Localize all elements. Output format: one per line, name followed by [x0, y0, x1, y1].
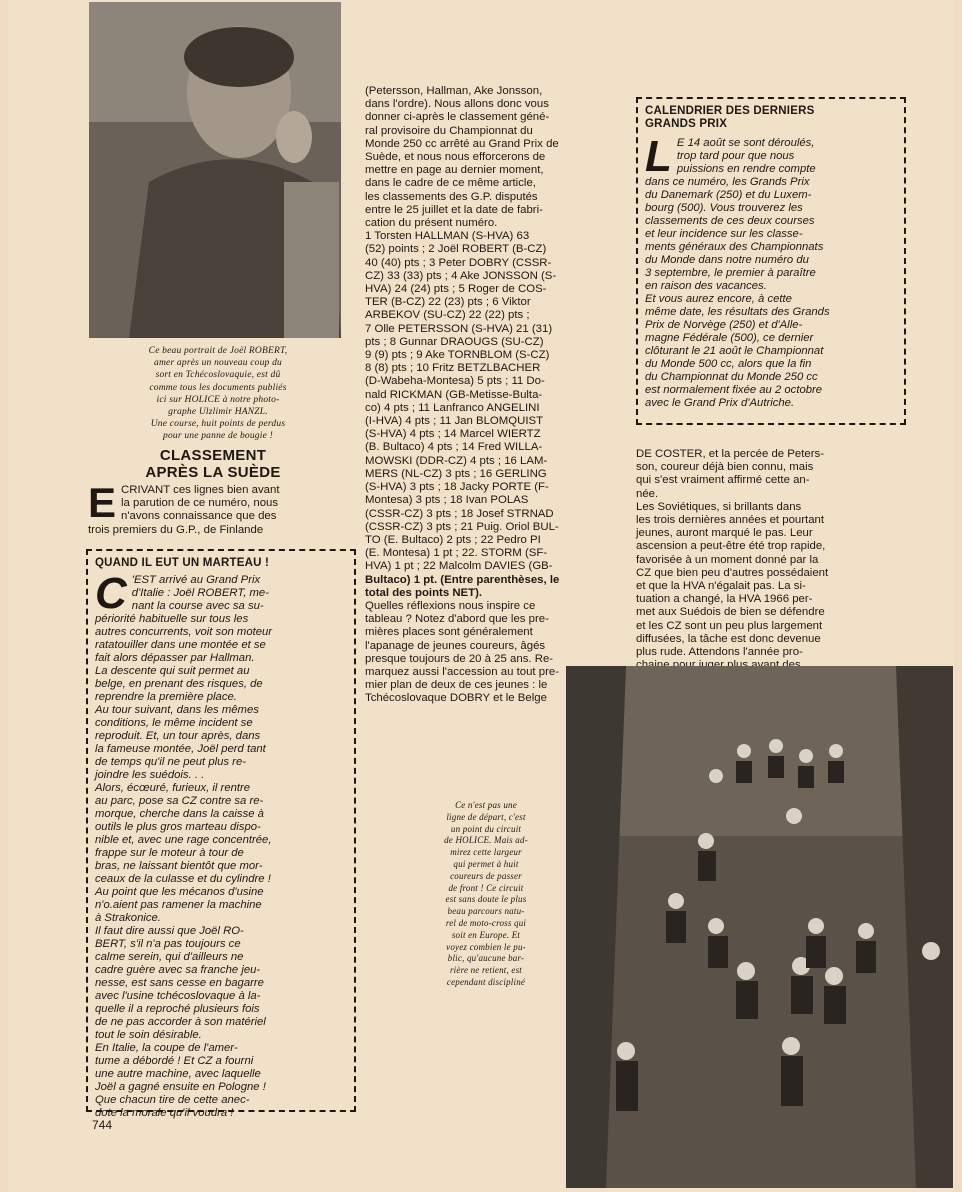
text-line: DE COSTER, et la percée de Peters- — [636, 448, 825, 460]
text-line: Joël a gagné ensuite en Pologne ! — [95, 1081, 266, 1093]
marteau-title: QUAND IL EUT UN MARTEAU ! — [95, 557, 270, 569]
text-line: autres concurrents, voit son moteur — [95, 626, 273, 638]
text-line: entre le 25 juillet et la date de fabri- — [365, 203, 543, 216]
heading-line: APRÈS LA SUÈDE — [145, 464, 281, 481]
text-line: (CSSR-CZ) 3 pts ; 18 Josef STRNAD — [365, 507, 554, 520]
text-line: Bultaco) 1 pt. (Entre parenthèses, le — [365, 573, 560, 586]
caption-line: cependant discipliné — [446, 976, 526, 987]
race-caption — [416, 800, 556, 989]
text-line: une autre machine, avec laquelle — [95, 1068, 261, 1080]
text-line: clôturant le 21 août le Championnat — [645, 345, 824, 357]
text-line: Alors, écœuré, furieux, il rentre — [95, 782, 251, 794]
text-line: Montesa) 3 pts ; 18 Ivan POLAS — [365, 494, 529, 507]
text-line: (S-HVA) 4 pts ; 14 Marcel WIERTZ — [365, 428, 541, 441]
classement-heading — [128, 447, 298, 481]
text-line: MOWSKI (DDR-CZ) 4 pts ; 16 LAM- — [365, 454, 548, 467]
text-line: En Italie, la coupe de l'amer- — [95, 1042, 238, 1054]
text-line: (CSSR-CZ) 3 pts ; 21 Puig. Oriol BUL- — [365, 520, 559, 533]
text-line: TER (B-CZ) 22 (23) pts ; 6 Viktor — [365, 296, 531, 309]
text-line: de temps qu'il ne peut plus re- — [95, 756, 246, 768]
text-line: ral provisoire du Championnat du — [365, 124, 533, 137]
text-line: et leur incidence sur les classe- — [645, 228, 803, 240]
text-line: donner ci-après le classement géné- — [365, 111, 550, 124]
text-line: périorité habituelle sur tous les — [95, 613, 249, 625]
text-line: (Petersson, Hallman, Ake Jonsson, — [365, 85, 543, 97]
text-line: mières places sont généralement — [365, 626, 533, 639]
text-line: classements de ces deux courses — [645, 215, 815, 227]
text-line: et que la HVA n'égalait pas. La si- — [636, 580, 806, 593]
text-line: Il faut dire aussi que Joël RO- — [95, 925, 244, 937]
text-line: MERS (NL-CZ) 3 pts ; 16 GERLING — [365, 467, 547, 480]
caption-line: rière ne retient, est — [449, 965, 522, 976]
caption-line: de front ! Ce circuit — [448, 882, 524, 893]
text-line: frappe sur le moteur à tour de — [95, 847, 244, 859]
caption-line: mirez cette largeur — [450, 847, 522, 858]
dropcap: C — [95, 569, 127, 618]
text-line: du Danemark (250) et du Luxem- — [645, 189, 812, 201]
text-line: mier plan de deux de ces jeunes : le — [365, 679, 548, 692]
text-line: à Strakonice. — [95, 912, 161, 924]
text-line: ARBEKOV (SU-CZ) 22 (22) pts ; — [365, 309, 530, 322]
text-line: outils le plus gros marteau dispo- — [95, 821, 261, 833]
text-line: la parution de ce numéro, nous — [121, 497, 279, 510]
right-column — [636, 448, 889, 672]
calendrier-body — [645, 132, 897, 410]
text-line: reproduit. Et, un tour après, dans — [95, 730, 261, 742]
text-line: belge, en prenant des risques, de — [95, 678, 263, 690]
text-line: nant la course avec sa su- — [131, 600, 264, 612]
text-line: (52) points ; 2 Joël ROBERT (B-CZ) — [365, 243, 547, 256]
text-line: CRIVANT ces lignes bien avant — [121, 484, 280, 496]
text-line: du Monde dans notre numéro du — [645, 254, 809, 266]
text-line: presque toujours de 20 à 25 ans. Re- — [365, 652, 554, 665]
portrait-caption — [100, 345, 336, 443]
text-line: bras, ne laissant bientôt que mor- — [95, 860, 263, 872]
text-line: (D-Wabeha-Montesa) 5 pts ; 11 Do- — [365, 375, 545, 388]
text-line: diffusées, la tâche est donc devenue — [636, 632, 821, 645]
text-line: HVA) 24 (24) pts ; 5 Roger de COS- — [365, 283, 547, 296]
text-line: Monde 250 cc arrêté au Grand Prix de — [365, 137, 559, 150]
portrait-image — [89, 2, 341, 338]
text-line: Suède, et nous nous efforcerons de — [365, 151, 546, 164]
text-line: son, coureur déjà bien connu, mais — [636, 461, 814, 474]
middle-column — [365, 85, 618, 706]
text-line: TO (E. Bultaco) 2 pts ; 22 Pedro PI — [365, 533, 541, 546]
caption-line: voyez combien le pu- — [446, 941, 526, 952]
text-line: bourg (500). Vous trouverez les — [645, 202, 803, 214]
text-line: Quelles réflexions nous inspire ce — [365, 599, 536, 612]
text-line: ceaux de la culasse et du cylindre ! — [95, 873, 271, 885]
text-line: puissions en rendre compte — [676, 163, 816, 175]
caption-line: un point du circuit — [450, 823, 522, 834]
text-line: dans le cadre de ce même article, — [365, 177, 536, 190]
text-line: Tchécoslovaque DOBRY et le Belge — [365, 692, 547, 705]
race-photo — [566, 666, 953, 1188]
caption-line: de HOLICE. Mais ad- — [444, 835, 528, 846]
text-line: 8 (8) pts ; 10 Fritz BETZLBACHER — [365, 362, 541, 375]
text-line: tableau ? Notez d'abord que les pre- — [365, 613, 549, 626]
caption-line: qui permet à huit — [453, 858, 519, 869]
caption-line: beau parcours natu- — [447, 906, 525, 917]
text-line: trop tard pour que nous — [676, 150, 795, 162]
text-line: dote la morale qu'il voudra ! — [95, 1107, 234, 1119]
text-line: BERT, s'il n'a pas toujours ce — [95, 938, 241, 950]
text-line: Au point que les mécanos d'usine — [95, 886, 264, 898]
text-line: ratatouiller dans une montée et se — [95, 639, 266, 651]
text-line: co) 4 pts ; 11 Lanfranco ANGELINI — [365, 401, 540, 414]
text-line: CZ) 33 (33) pts ; 4 Ake JONSSON (S- — [365, 269, 557, 282]
text-line: fait alors dépasser par Hallman. — [95, 652, 255, 664]
text-line: qui s'est vraiment affirmé cette an- — [636, 474, 810, 487]
caption-line: est sans doute le plus — [445, 894, 527, 905]
text-line: cation du présent numéro. — [365, 217, 498, 230]
classement-intro — [88, 479, 338, 537]
text-line: 3 septembre, le premier à paraître — [645, 267, 816, 279]
text-line: en raison des vacances. — [645, 280, 767, 292]
text-line: E 14 août se sont déroulés, — [676, 137, 815, 149]
text-line: tuation a changé, la HVA 1966 per- — [636, 593, 813, 606]
text-line: même date, les résultats des Grands — [645, 306, 830, 318]
dropcap: E — [88, 479, 117, 526]
calendrier-title — [645, 105, 897, 131]
text-line: plus rude. Attendons l'année pro- — [636, 646, 803, 659]
text-line: 1 Torsten HALLMAN (S-HVA) 63 — [365, 230, 530, 243]
text-line: marquez aussi l'accession au tout pre- — [365, 665, 560, 678]
dropcap: L — [645, 132, 672, 181]
text-line: pts ; 8 Gunnar DRAOUGS (SU-CZ) — [365, 335, 544, 348]
text-line: 7 Olle PETERSSON (S-HVA) 21 (31) — [365, 322, 553, 335]
text-line: HVA) 1 pt ; 22 Malcolm DAVIES (GB- — [365, 560, 553, 573]
text-line: avec l'usine tchécoslovaque à la- — [95, 990, 261, 1002]
text-line: Prix de Norvège (250) et d'Alle- — [645, 319, 803, 331]
text-line: Et vous aurez encore, à cette — [645, 293, 792, 305]
text-line: (I-HVA) 4 pts ; 11 Jan BLOMQUIST — [365, 415, 544, 428]
text-line: et les CZ sont un peu plus largement — [636, 619, 823, 632]
text-line: 'EST arrivé au Grand Prix — [131, 574, 261, 586]
text-line: favorisée à un moment donné par la — [636, 553, 819, 566]
caption-line: Ce n'est pas une — [455, 800, 517, 810]
text-line: quelle il a reproché plusieurs fois — [95, 1003, 260, 1015]
text-line: Au tour suivant, dans les mêmes — [95, 704, 259, 716]
text-line: magne Fédérale (500), ce dernier — [645, 332, 814, 344]
text-line: conditions, le même incident se — [95, 717, 253, 729]
text-line: l'apanage de jeunes coureurs, âgés — [365, 639, 546, 652]
portrait-photo — [89, 2, 341, 338]
text-line: est normalement fixée au 2 octobre — [645, 384, 823, 396]
text-line: au parc, pose sa CZ contre sa re- — [95, 795, 264, 807]
text-line: avec le Grand Prix d'Autriche. — [645, 397, 795, 409]
text-line: trois premiers du G.P., de Finlande — [88, 523, 264, 536]
marteau-body — [95, 569, 347, 1120]
text-line: (E. Montesa) 1 pt ; 22. STORM (SF- — [365, 547, 548, 560]
text-line: met aux Suédois de bien se défendre — [636, 606, 825, 619]
text-line: tout le soin désirable. — [95, 1029, 202, 1041]
text-line: la fameuse montée, Joël perd tant — [95, 743, 266, 755]
text-line: d'Italie : Joël ROBERT, me- — [131, 587, 269, 599]
caption-line: soit en Europe. Et — [451, 929, 521, 940]
caption-line: Ce beau portrait de Joël ROBERT, — [148, 346, 288, 356]
caption-line: amer après un nouveau coup du — [154, 358, 282, 369]
caption-line: comme tous les documents publiés — [149, 382, 287, 393]
text-line: total des points NET). — [365, 586, 483, 599]
text-line: n'avons connaissance que des — [121, 510, 277, 523]
text-line: cadre guère avec sa franche jeu- — [95, 964, 261, 976]
text-line: de ne pas accorder à son matériel — [95, 1016, 266, 1028]
caption-line: pour une panne de bougie ! — [163, 431, 273, 442]
text-line: nald RICKMAN (GB-Metisse-Bulta- — [365, 388, 543, 401]
text-line: les classements des G.P. disputés — [365, 190, 538, 203]
caption-line: Une course, huit points de perdus — [150, 419, 286, 430]
text-line: jeunes, auront marqué le pas. Leur — [636, 527, 813, 540]
caption-line: ici sur HOLICE à notre photo- — [156, 394, 280, 405]
race-image — [566, 666, 953, 1188]
text-line: (S-HVA) 3 pts ; 18 Jacky PORTE (F- — [365, 481, 549, 494]
text-line: Les Soviétiques, si brillants dans — [636, 500, 802, 513]
text-line: du Monde 500 cc, alors que la fin — [645, 358, 812, 370]
calendrier-box — [636, 97, 906, 425]
caption-line: blic, qu'aucune bar- — [447, 953, 525, 964]
text-line: Que chacun tire de cette anec- — [95, 1094, 250, 1106]
page-number: 744 — [92, 1118, 113, 1132]
caption-line: coureurs de passer — [450, 870, 522, 881]
caption-line: sort en Tchécoslovaquie, est dû — [155, 370, 281, 381]
text-line: ascension a peut-être été trop rapide, — [636, 540, 826, 553]
text-line: du Championnat du Monde 250 cc — [645, 371, 818, 383]
text-line: nible et, avec une rage concentrée, — [95, 834, 272, 846]
text-line: La descente qui suit permet au — [95, 665, 250, 677]
caption-line: ligne de départ, c'est — [446, 811, 526, 822]
text-line: nesse, est sans cesse en bagarre — [95, 977, 264, 989]
text-line: les trois dernières années et pourtant — [636, 514, 825, 527]
heading-line: CLASSEMENT — [159, 447, 267, 464]
text-line: née. — [636, 487, 659, 500]
text-line: 40 (40) pts ; 3 Peter DOBRY (CSSR- — [365, 256, 552, 269]
text-line: n'o.aient pas ramener la machine — [95, 899, 262, 911]
text-line: dans l'ordre). Nous allons donc vous — [365, 98, 549, 111]
text-line: reprendre la première place. — [95, 691, 237, 703]
text-line: tume a débordé ! Et CZ a fourni — [95, 1055, 254, 1067]
text-line: joindre les suédois. . . — [95, 769, 205, 781]
text-line: ments généraux des Championnats — [645, 241, 824, 253]
text-line: (B. Bultaco) 4 pts ; 14 Fred WILLA- — [365, 441, 543, 454]
text-line: calme serein, qui d'ailleurs ne — [95, 951, 244, 963]
marteau-box — [86, 549, 356, 1119]
title-line: GRANDS PRIX — [645, 118, 728, 130]
text-line: 9 (9) pts ; 9 Ake TORNBLOM (S-CZ) — [365, 349, 550, 362]
text-line: mettre en page au dernier moment, — [365, 164, 544, 177]
text-line: dans ce numéro, les Grands Prix — [645, 176, 810, 188]
caption-line: rel de moto-cross qui — [445, 917, 527, 928]
title-line: CALENDRIER DES DERNIERS — [645, 105, 815, 117]
text-line: morque, cherche dans la caisse à — [95, 808, 264, 820]
caption-line: graphe Ulzlimir HANZL. — [168, 407, 268, 418]
text-line: CZ que bien peu d'autres possédaient — [636, 566, 829, 579]
